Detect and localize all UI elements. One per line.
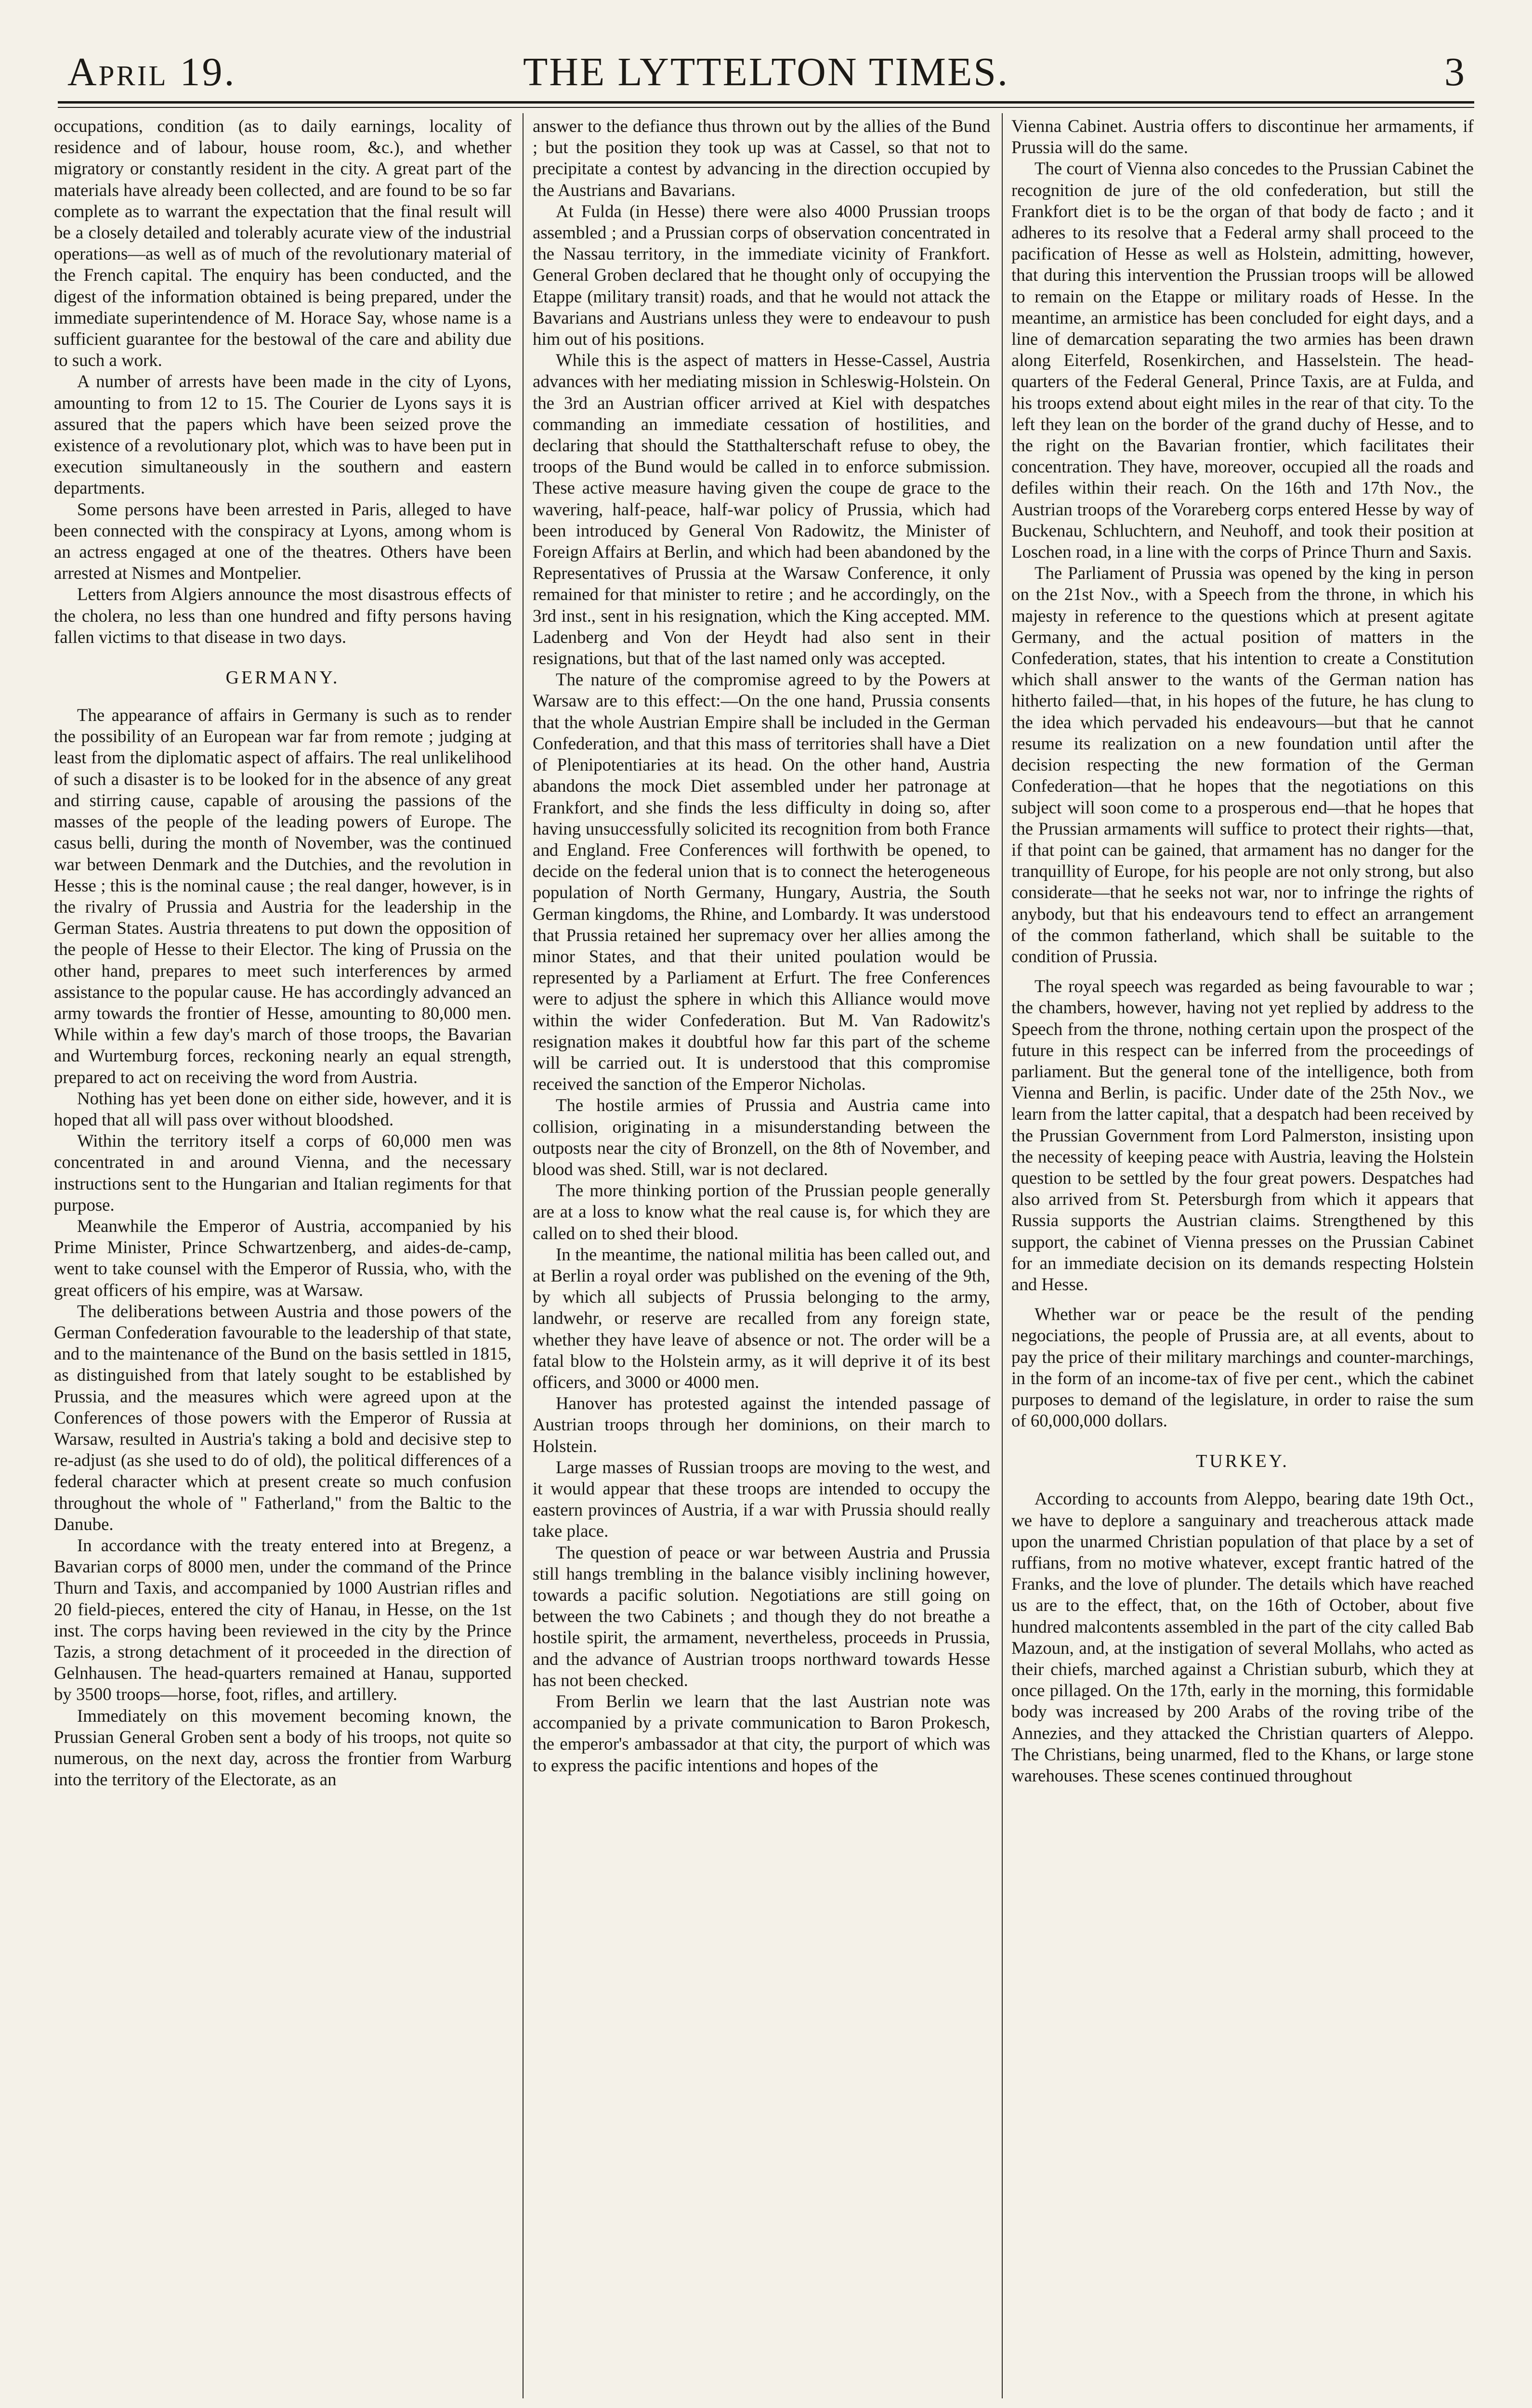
article-paragraph: Within the territory itself a corps of 60,000 men was concentrated in and around Vienna, and the necessary instructions sent to the Hungarian and Italian regiments for that purpose.: [54, 1131, 511, 1215]
article-paragraph: answer to the defiance thus thrown out by the allies of the Bund ; but the position they took up was at Cassel, so that not to precipitate a contest by advancing in the direction occupied by the Austrians and Bavarians.: [533, 116, 990, 200]
masthead-rule-thin: [58, 107, 1474, 108]
column-3: [1011, 116, 1474, 2398]
article-paragraph: Nothing has yet been done on either side, however, and it is hoped that all will pass over without bloodshed.: [54, 1088, 511, 1129]
article-paragraph: Vienna Cabinet. Austria offers to discontinue her armaments, if Prussia will do the same.: [1011, 116, 1474, 157]
article-paragraph: Hanover has protested against the intended passage of Austrian troops through her dominions, on their march to Holstein.: [533, 1393, 990, 1456]
column-divider: [1002, 113, 1003, 2398]
article-paragraph: From Berlin we learn that the last Austrian note was accompanied by a private communication to Baron Prokesch, the emperor's ambassador at that city, the purport of which was to express the pacific intentions and hopes of the: [533, 1691, 990, 1775]
article-paragraph: Letters from Algiers announce the most disastrous effects of the cholera, no less than one hundred and fifty persons having fallen victims to that disease in two days.: [54, 584, 511, 647]
article-paragraph: While this is the aspect of matters in Hesse-Cassel, Austria advances with her mediating mission in Schleswig-Holstein. On the 3rd an Austrian officer arrived at Kiel with despatches commanding an immediate cessation of hostilities, and declaring that should the Statthalterschaft refuse to obey, the troops of the Bund would be called in to enforce submission. These active measure having given the coupe de grace to the wavering, half-peace, half-war policy of Prussia, which had been introduced by General Von Radowitz, the Minister of Foreign Affairs at Berlin, and which had been abandoned by the Representatives of Prussia at the Warsaw Conference, it only remained for that minister to retire ; and he accordingly, on the 3rd inst., sent in his resignation, which the King accepted. MM. Ladenberg and Von der Heydt had also sent in their resignations, but that of the last named only was accepted.: [533, 350, 990, 668]
masthead: [58, 29, 1474, 101]
article-paragraph: The hostile armies of Prussia and Austria came into collision, originating in a misunderstanding between the outposts near the city of Bronzell, on the 8th of November, and blood was shed. Still, war is not declared.: [533, 1095, 990, 1179]
article-paragraph: The deliberations between Austria and those powers of the German Confederation favourable to the leadership of that state, and to the maintenance of the Bund on the basis settled in 1815, as distinguished from that lately sought to be established by Prussia, and the measures which were agreed upon at the Conferences of those powers with the Emperor of Russia at Warsaw, resulted in Austria's taking a bold and decisive step to re-adjust (as she used to do of old), the political differences of a federal character which at present create so much confusion throughout the whole of " Fatherland," from the Baltic to the Danube.: [54, 1301, 511, 1534]
article-paragraph: The appearance of affairs in Germany is such as to render the possibility of an European war far from remote ; judging at least from the diplomatic aspect of affairs. The real unlikelihood of such a disaster is to be looked for in the absence of any great and stirring cause, capable of arousing the passions of the masses of the people of the leading powers of Europe. The casus belli, during the month of November, was the continued war between Denmark and the Dutchies, and the revolution in Hesse ; this is the nominal cause ; the real danger, however, is in the rivalry of Prussia and Austria for the leadership in the German States. Austria threatens to put down the opposition of the people of Hesse to their Elector. The king of Prussia on the other hand, prepares to meet such interferences by armed assistance to the popular cause. He has accordingly advanced an army towards the frontier of Hesse, amounting to 80,000 men. While within a few day's march of those troops, the Bavarian and Wurtemburg forces, reckoning nearly an equal strength, prepared to act on receiving the word from Austria.: [54, 705, 511, 1087]
article-paragraph: Large masses of Russian troops are moving to the west, and it would appear that these troops are intended to occupy the eastern provinces of Austria, if a war with Prussia should really take place.: [533, 1457, 990, 1541]
article-paragraph: Immediately on this movement becoming known, the Prussian General Groben sent a body of his troops, not quite so numerous, on the next day, across the frontier from Warburg into the territory of the Electorate, as an: [54, 1705, 511, 1790]
article-paragraph: occupations, condition (as to daily earnings, locality of residence and of labour, house room, &c.), and whether migratory or constantly resident in the city. A great part of the materials have already been collected, and are found to be so far complete as to warrant the expectation that the final result will be a closely detailed and tolerably acurate view of the industrial operations—as well as of much of the revolutionary material of the French capital. The enquiry has been conducted, and the digest of the information obtained is being prepared, under the immediate superintendence of M. Horace Say, whose name is a sufficient guarantee for the bestowal of the care and ability due to such a work.: [54, 116, 511, 370]
column-2: [533, 116, 990, 2398]
article-paragraph: In accordance with the treaty entered into at Bregenz, a Bavarian corps of 8000 men, under the command of the Prince Thurn and Taxis, and accompanied by 1000 Austrian rifles and 20 field-pieces, entered the city of Hanau, in Hesse, on the 1st inst. The corps having been reviewed in the city by the Prince Tazis, a strong detachment of it proceeded in the direction of Gelnhausen. The head-quarters remained at Hanau, supported by 3500 troops—horse, foot, rifles, and artillery.: [54, 1535, 511, 1704]
issue-date: April 19.: [67, 50, 236, 94]
article-paragraph: A number of arrests have been made in the city of Lyons, amounting to from 12 to 15. The Courier de Lyons says it is assured that the papers which have been seized prove the existence of a revolutionary plot, which was to have been put in execution simultaneously in the southern and eastern departments.: [54, 371, 511, 498]
article-paragraph: The court of Vienna also concedes to the Prussian Cabinet the recognition de jure of the old confederation, but still the Frankfort diet is to be the organ of that body de facto ; and it adheres to its resolve that a Federal army shall proceed to the pacification of Hesse as well as Holstein, admitting, however, that during this intervention the Prussian troops will be allowed to remain on the Etappe or military roads of Hesse. In the meantime, an armistice has been concluded for eight days, and a line of demarcation separating the two armies has been drawn along Eiterfeld, Rosenkirchen, and Hasselstein. The head-quarters of the Federal General, Prince Taxis, are at Fulda, and his troops extend about eight miles in the rear of that city. To the left they lean on the border of the grand duchy of Hesse, and to the right on the Bavarian frontier, which facilitates their concentration. They have, moreover, occupied all the roads and defiles within their reach. On the 16th and 17th Nov., the Austrian troops of the Vorareberg corps entered Hesse by way of Buckenau, Schluchtern, and Neuhoff, and took their position at Loschen road, in a line with the corps of Prince Thurn and Saxis.: [1011, 158, 1474, 562]
column-divider: [523, 113, 524, 2398]
section-heading-germany: GERMANY.: [225, 667, 340, 688]
column-1: [54, 116, 511, 2398]
article-paragraph: Some persons have been arrested in Paris, alleged to have been connected with the conspiracy at Lyons, among whom is an actress engaged at one of the theatres. Others have been arrested at Nismes and Montpelier.: [54, 499, 511, 583]
article-paragraph: Meanwhile the Emperor of Austria, accompanied by his Prime Minister, Prince Schwartzenberg, and aides-de-camp, went to take counsel with the Emperor of Russia, who, with the great officers of his empire, was at Warsaw.: [54, 1216, 511, 1300]
masthead-rule: [58, 101, 1474, 104]
newspaper-title: THE LYTTELTON TIMES.: [523, 50, 1009, 94]
section-heading-turkey: TURKEY.: [1196, 1451, 1289, 1472]
article-paragraph: In the meantime, the national militia has been called out, and at Berlin a royal order was published on the evening of the 9th, by which all subjects of Prussia belonging to the army, landwehr, or reserve are recalled from any foreign state, whether they have leave of absence or not. The order will be a fatal blow to the Holstein army, as it will deprive it of its best officers, and 3000 or 4000 men.: [533, 1244, 990, 1392]
article-paragraph: The nature of the compromise agreed to by the Powers at Warsaw are to this effect:—On the one hand, Prussia consents that the whole Austrian Empire shall be included in the German Confederation, and that this mass of territories shall have a Diet of Plenipotentiaries at its head. On the other hand, Austria abandons the mock Diet assembled under her patronage at Frankfort, and she finds the less difficulty in doing so, after having unsuccessfully solicited its recognition from both France and England. Free Conferences will forthwith be opened, to decide on the federal union that is to connect the heterogeneous population of North Germany, Hungary, Austria, the South German kingdoms, the Rhine, and Lombardy. It was understood that Prussia retained her supremacy over her allies among the minor States, and that their united poulation would be represented by a Parliament at Erfurt. The free Conferences were to adjust the sphere in which this Alliance would move within the wider Confederation. But M. Van Radowitz's resignation makes it doubtful how far this part of the scheme will be carried out. It is understood that this compromise received the sanction of the Emperor Nicholas.: [533, 669, 990, 1094]
article-paragraph: The question of peace or war between Austria and Prussia still hangs trembling in the balance visibly inclining however, towards a pacific solution. Negotiations are still going on between the two Cabinets ; and though they do not breathe a hostile spirit, the armament, nevertheless, proceeds in Prussia, and the advance of Austrian troops northward towards Hesse has not been checked.: [533, 1542, 990, 1690]
article-paragraph: The royal speech was regarded as being favourable to war ; the chambers, however, having not yet replied by address to the Speech from the throne, nothing certain upon the prospect of the future in this respect can be inferred from the proceedings of parliament. But the general tone of the intelligence, both from Vienna and Berlin, is pacific. Under date of the 25th Nov., we learn from the latter capital, that a despatch had been received by the Prussian Government from Lord Palmerston, insisting upon the necessity of keeping peace with Austria, leaving the Holstein question to be settled by the four great powers. Despatches had also arrived from St. Petersburgh from which it appears that Russia supports the Austrian claims. Strengthened by this support, the cabinet of Vienna presses on the Prussian Cabinet for an immediate decision on its demands respecting Holstein and Hesse.: [1011, 976, 1474, 1294]
article-paragraph: The Parliament of Prussia was opened by the king in person on the 21st Nov., with a Speech from the throne, in which his majesty in reference to the questions which at present agitate Germany, and the actual position of matters in the Confederation, states, that his intention to create a Constitution which shall answer to the wants of the German nation has hitherto failed—that, in his hopes of the future, he has clung to the idea which pervaded his endeavours—but that he cannot resume its realization on a new foundation until after the decision respecting the new formation of the German Confederation—that he hopes that the negotiations on this subject will soon come to a prosperous end—that he hopes that the Prussian armaments will suffice to protect their rights—that, if that point can be gained, that armament has no danger for the tranquillity of Europe, for his people are not only strong, but also considerate—that he seeks not war, nor to infringe the rights of anybody, but that his endeavours tend to effect an arrangement of the common fatherland, which shall be suitable to the condition of Prussia.: [1011, 563, 1474, 966]
article-paragraph: Whether war or peace be the result of the pending negociations, the people of Prussia are, at all events, about to pay the price of their military marchings and counter-marchings, in the form of an income-tax of five per cent., which the cabinet purposes to demand of the legislature, in order to raise the sum of 60,000,000 dollars.: [1011, 1304, 1474, 1431]
article-paragraph: The more thinking portion of the Prussian people generally are at a loss to know what the real cause is, for which they are called on to shed their blood.: [533, 1180, 990, 1243]
article-paragraph: At Fulda (in Hesse) there were also 4000 Prussian troops assembled ; and a Prussian corps of observation concentrated in the Nassau territory, in the immediate vicinity of Frankfort. General Groben declared that he thought only of occupying the Etappe (military transit) roads, and that he would not attack the Bavarians and Austrians unless they were to endeavour to push him out of his positions.: [533, 201, 990, 349]
article-paragraph: According to accounts from Aleppo, bearing date 19th Oct., we have to deplore a sanguinary and treacherous attack made upon the unarmed Christian population of that place by a set of ruffians, from no motive whatever, except frantic hatred of the Franks, and the love of plunder. The details which have reached us are to the effect, that, on the 16th of October, about five hundred malcontents assembled in the part of the city called Bab Mazoun, and, at the instigation of several Mollahs, who acted as their chiefs, marched against a Christian suburb, which they at once pillaged. On the 17th, early in the morning, this formidable body was increased by 200 Arabs of the roving tribe of the Annezies, and they attacked the Christian quarters of Aleppo. The Christians, being unarmed, fled to the Khans, or large stone warehouses. These scenes continued throughout: [1011, 1489, 1474, 1786]
page-number: 3: [1444, 50, 1465, 94]
